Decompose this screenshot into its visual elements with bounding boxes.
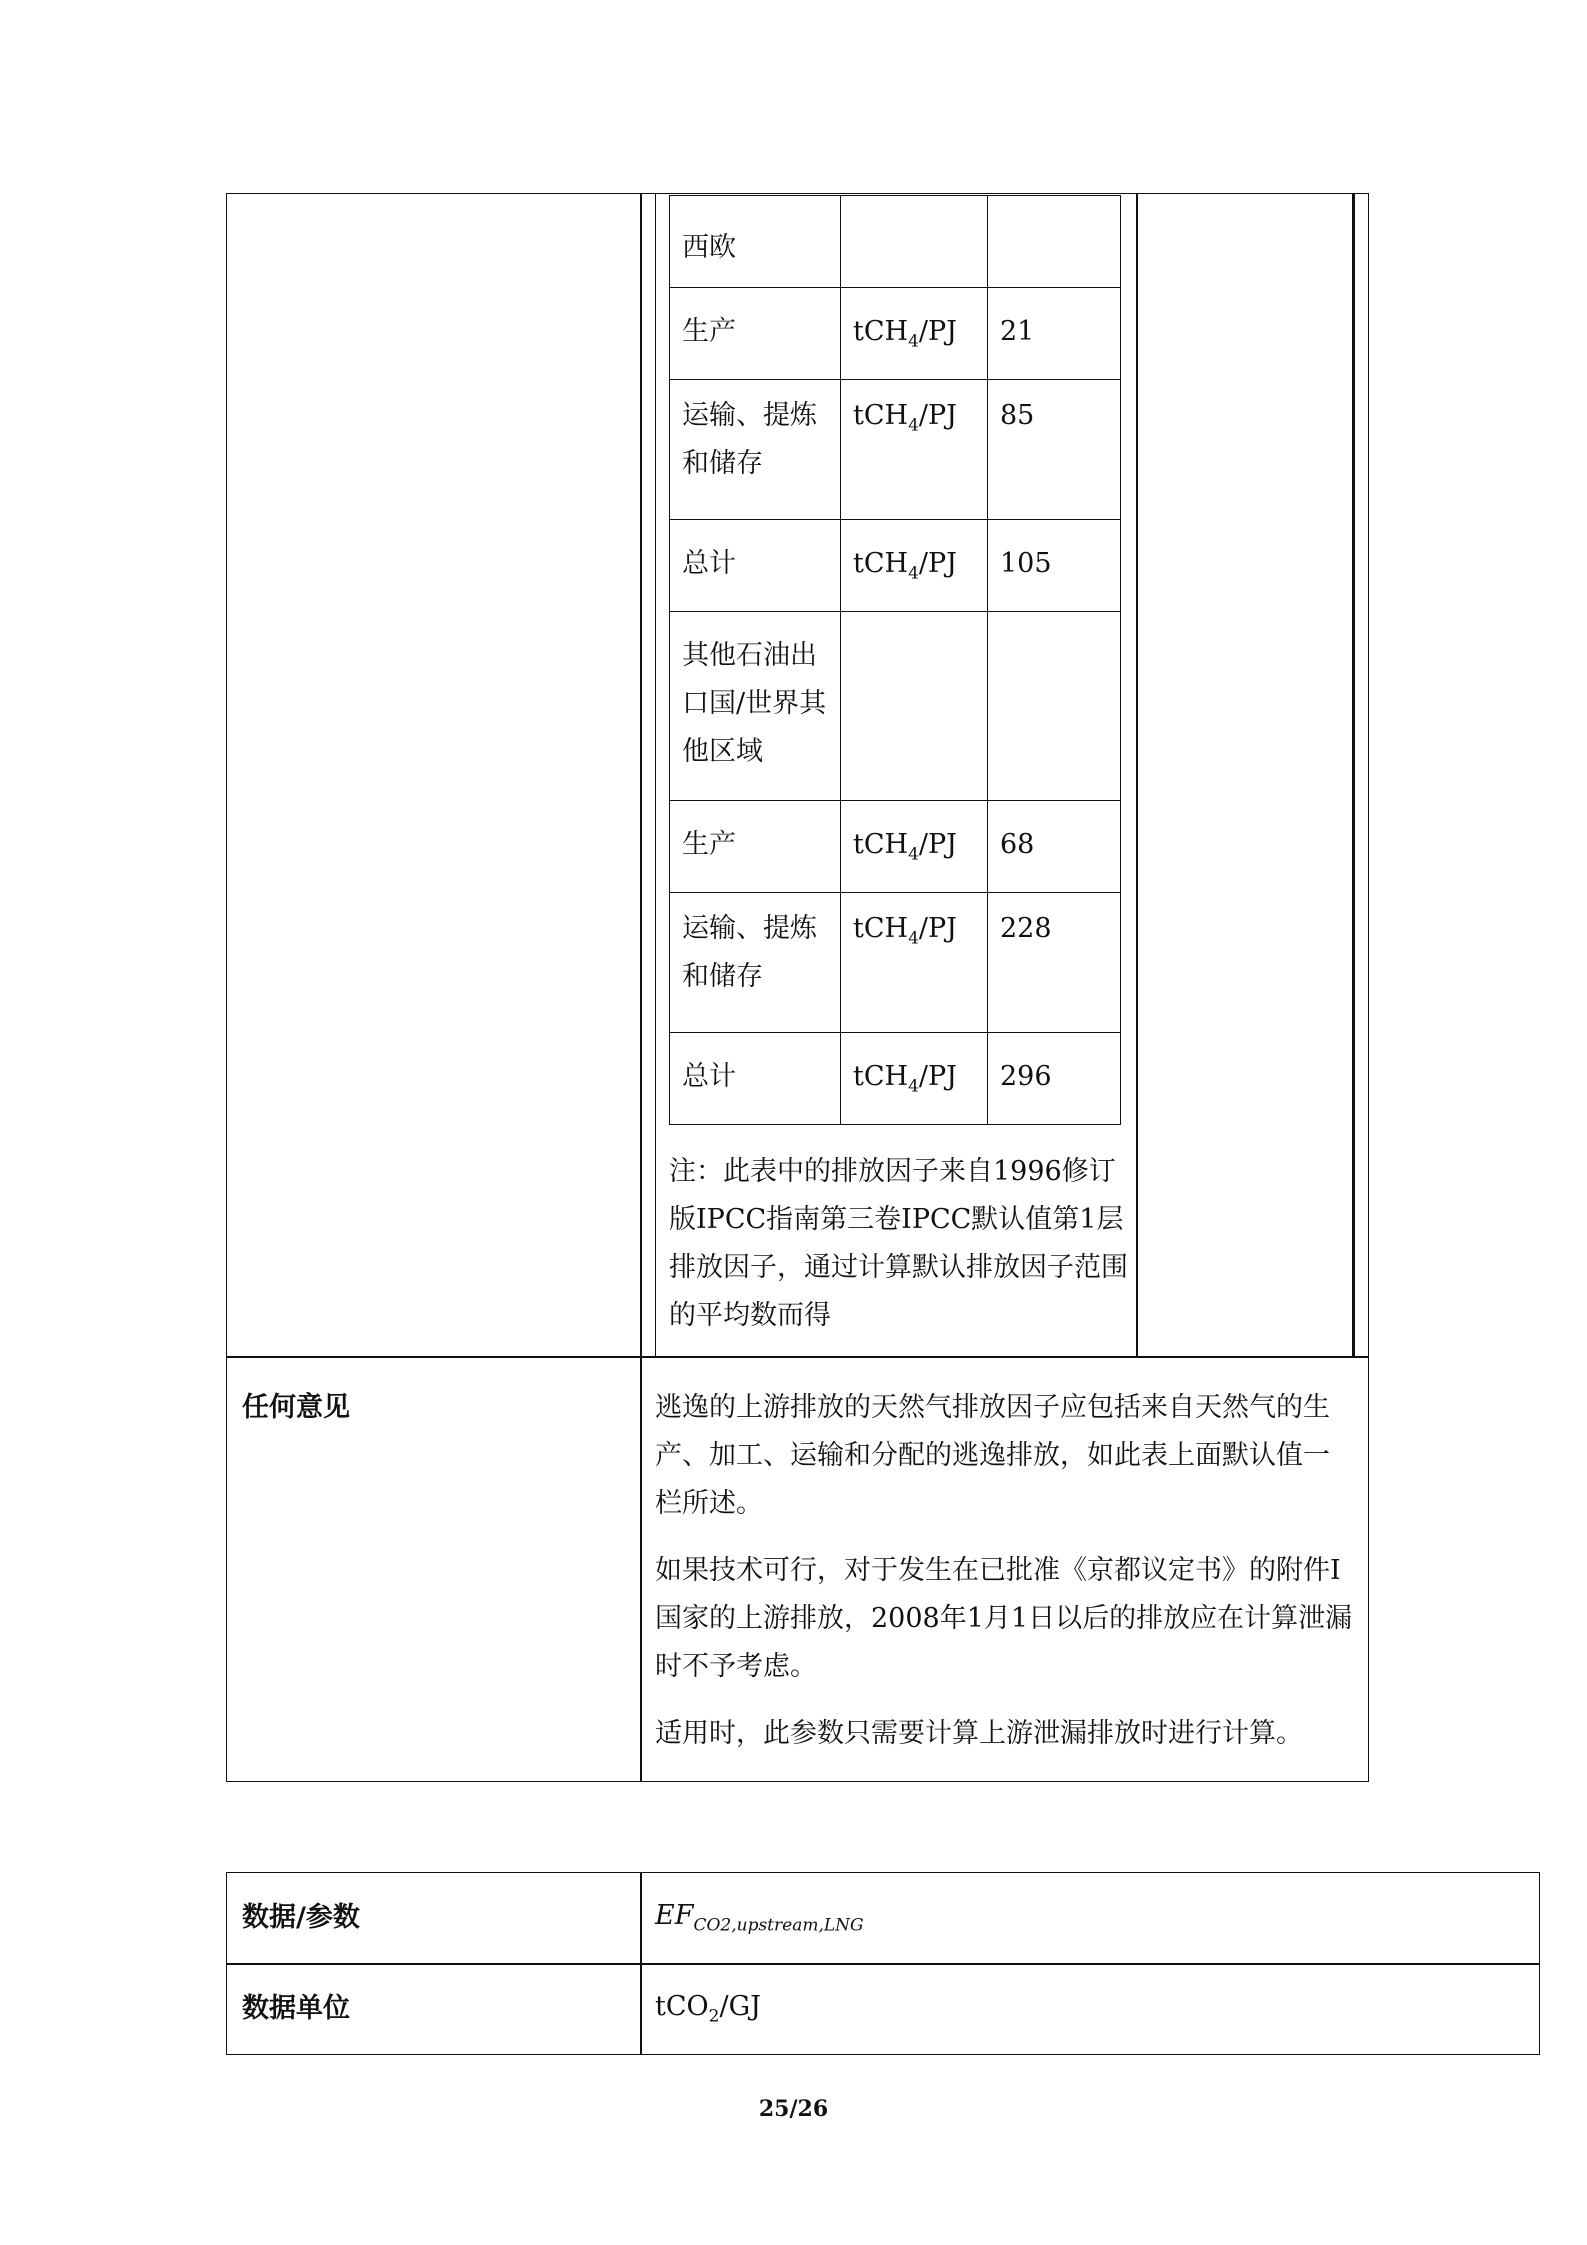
table-row-unit <box>840 379 988 520</box>
table-note <box>669 1148 1131 1340</box>
value-text: 68 <box>1000 829 1035 860</box>
table-row-value <box>987 800 1121 893</box>
comments-label-text: 任何意见 <box>242 1392 350 1423</box>
unit-main: tCH <box>853 829 909 860</box>
comment-paragraph: 适用时，此参数只需要计算上游泄漏排放时进行计算。 <box>655 1718 1303 1749</box>
empty-unit-cell <box>840 611 988 801</box>
unit-tail: /PJ <box>918 400 957 431</box>
value-text: 105 <box>1000 548 1052 579</box>
unit-main: tCH <box>853 1061 909 1092</box>
outer-column-divider <box>640 193 642 1782</box>
table-row-item <box>669 892 841 1033</box>
region-label: 西欧 <box>682 232 736 263</box>
unit-label <box>242 1989 350 2029</box>
unit-tail: /GJ <box>719 1991 761 2022</box>
param-sub: CO2,upstream,LNG <box>693 1915 864 1936</box>
table-row-value <box>987 379 1121 520</box>
table-row-item <box>669 1032 841 1125</box>
unit-sub: 4 <box>908 928 919 949</box>
comments-label <box>242 1384 350 1432</box>
unit-label-text: 数据单位 <box>242 1993 350 2024</box>
table-row-unit <box>840 892 988 1033</box>
param-label-text: 数据/参数 <box>242 1902 360 1933</box>
unit-sub: 4 <box>908 563 919 584</box>
item-text: 运输、提炼和储存 <box>682 913 817 992</box>
region-cell <box>669 611 841 801</box>
item-text: 运输、提炼和储存 <box>682 400 817 479</box>
table-row-value <box>987 287 1121 380</box>
comment-paragraph: 逃逸的上游排放的天然气排放因子应包括来自天然气的生产、加工、运输和分配的逃逸排放，如此表上面默认值一栏所述。 <box>655 1392 1330 1519</box>
unit-main: tCO <box>655 1991 709 2022</box>
table-row-value <box>987 892 1121 1033</box>
page-number-text: 25/26 <box>758 2096 829 2122</box>
unit-sub: 4 <box>908 331 919 352</box>
comment-paragraph: 如果技术可行，对于发生在已批准《京都议定书》的附件I国家的上游排放，2008年1月1日以后的排放应在计算泄漏时不予考虑。 <box>655 1555 1353 1682</box>
unit-sub: 4 <box>908 844 919 865</box>
unit-sub: 4 <box>908 1076 919 1097</box>
nested-frame-right-inner <box>1136 193 1138 1357</box>
table-row-item <box>669 379 841 520</box>
table-row-unit <box>840 519 988 612</box>
table-row-item <box>669 519 841 612</box>
note-text: 注：此表中的排放因子来自1996修订版IPCC指南第三卷IPCC默认值第1层排放因子，通过计算默认排放因子范围的平均数而得 <box>669 1156 1128 1331</box>
table-row-item <box>669 800 841 893</box>
unit-main: tCH <box>853 913 909 944</box>
empty-unit-cell <box>840 195 988 288</box>
unit-value <box>655 1987 761 2027</box>
comments-body <box>655 1384 1355 1777</box>
inner-table <box>669 195 1121 1120</box>
value-text: 296 <box>1000 1061 1052 1092</box>
table-row-unit <box>840 1032 988 1125</box>
unit-tail: /PJ <box>918 316 957 347</box>
unit-main: tCH <box>853 548 909 579</box>
table-row-unit <box>840 800 988 893</box>
table-row-value <box>987 519 1121 612</box>
region-label: 其他石油出口国/世界其他区域 <box>682 640 827 767</box>
unit-tail: /PJ <box>918 1061 957 1092</box>
value-text: 85 <box>1000 400 1035 431</box>
table-row-unit <box>840 287 988 380</box>
item-text: 总计 <box>682 548 736 579</box>
region-cell <box>669 195 841 288</box>
unit-tail: /PJ <box>918 548 957 579</box>
unit-main: tCH <box>853 400 909 431</box>
item-text: 总计 <box>682 1061 736 1092</box>
table-row-value <box>987 1032 1121 1125</box>
unit-main: tCH <box>853 316 909 347</box>
empty-value-cell <box>987 195 1121 288</box>
value-text: 228 <box>1000 913 1052 944</box>
table-row-item <box>669 287 841 380</box>
data-table-row-divider <box>226 1963 1540 1965</box>
unit-tail: /PJ <box>918 913 957 944</box>
page-number <box>0 2096 1587 2122</box>
empty-value-cell <box>987 611 1121 801</box>
unit-tail: /PJ <box>918 829 957 860</box>
param-main: EF <box>655 1900 694 1931</box>
item-text: 生产 <box>682 316 736 347</box>
param-value <box>655 1896 864 1936</box>
item-text: 生产 <box>682 829 736 860</box>
param-label <box>242 1898 360 1938</box>
unit-sub: 4 <box>908 415 919 436</box>
unit-sub: 2 <box>708 2006 720 2027</box>
value-text: 21 <box>1000 316 1035 347</box>
nested-frame-right-outer <box>1352 193 1354 1357</box>
